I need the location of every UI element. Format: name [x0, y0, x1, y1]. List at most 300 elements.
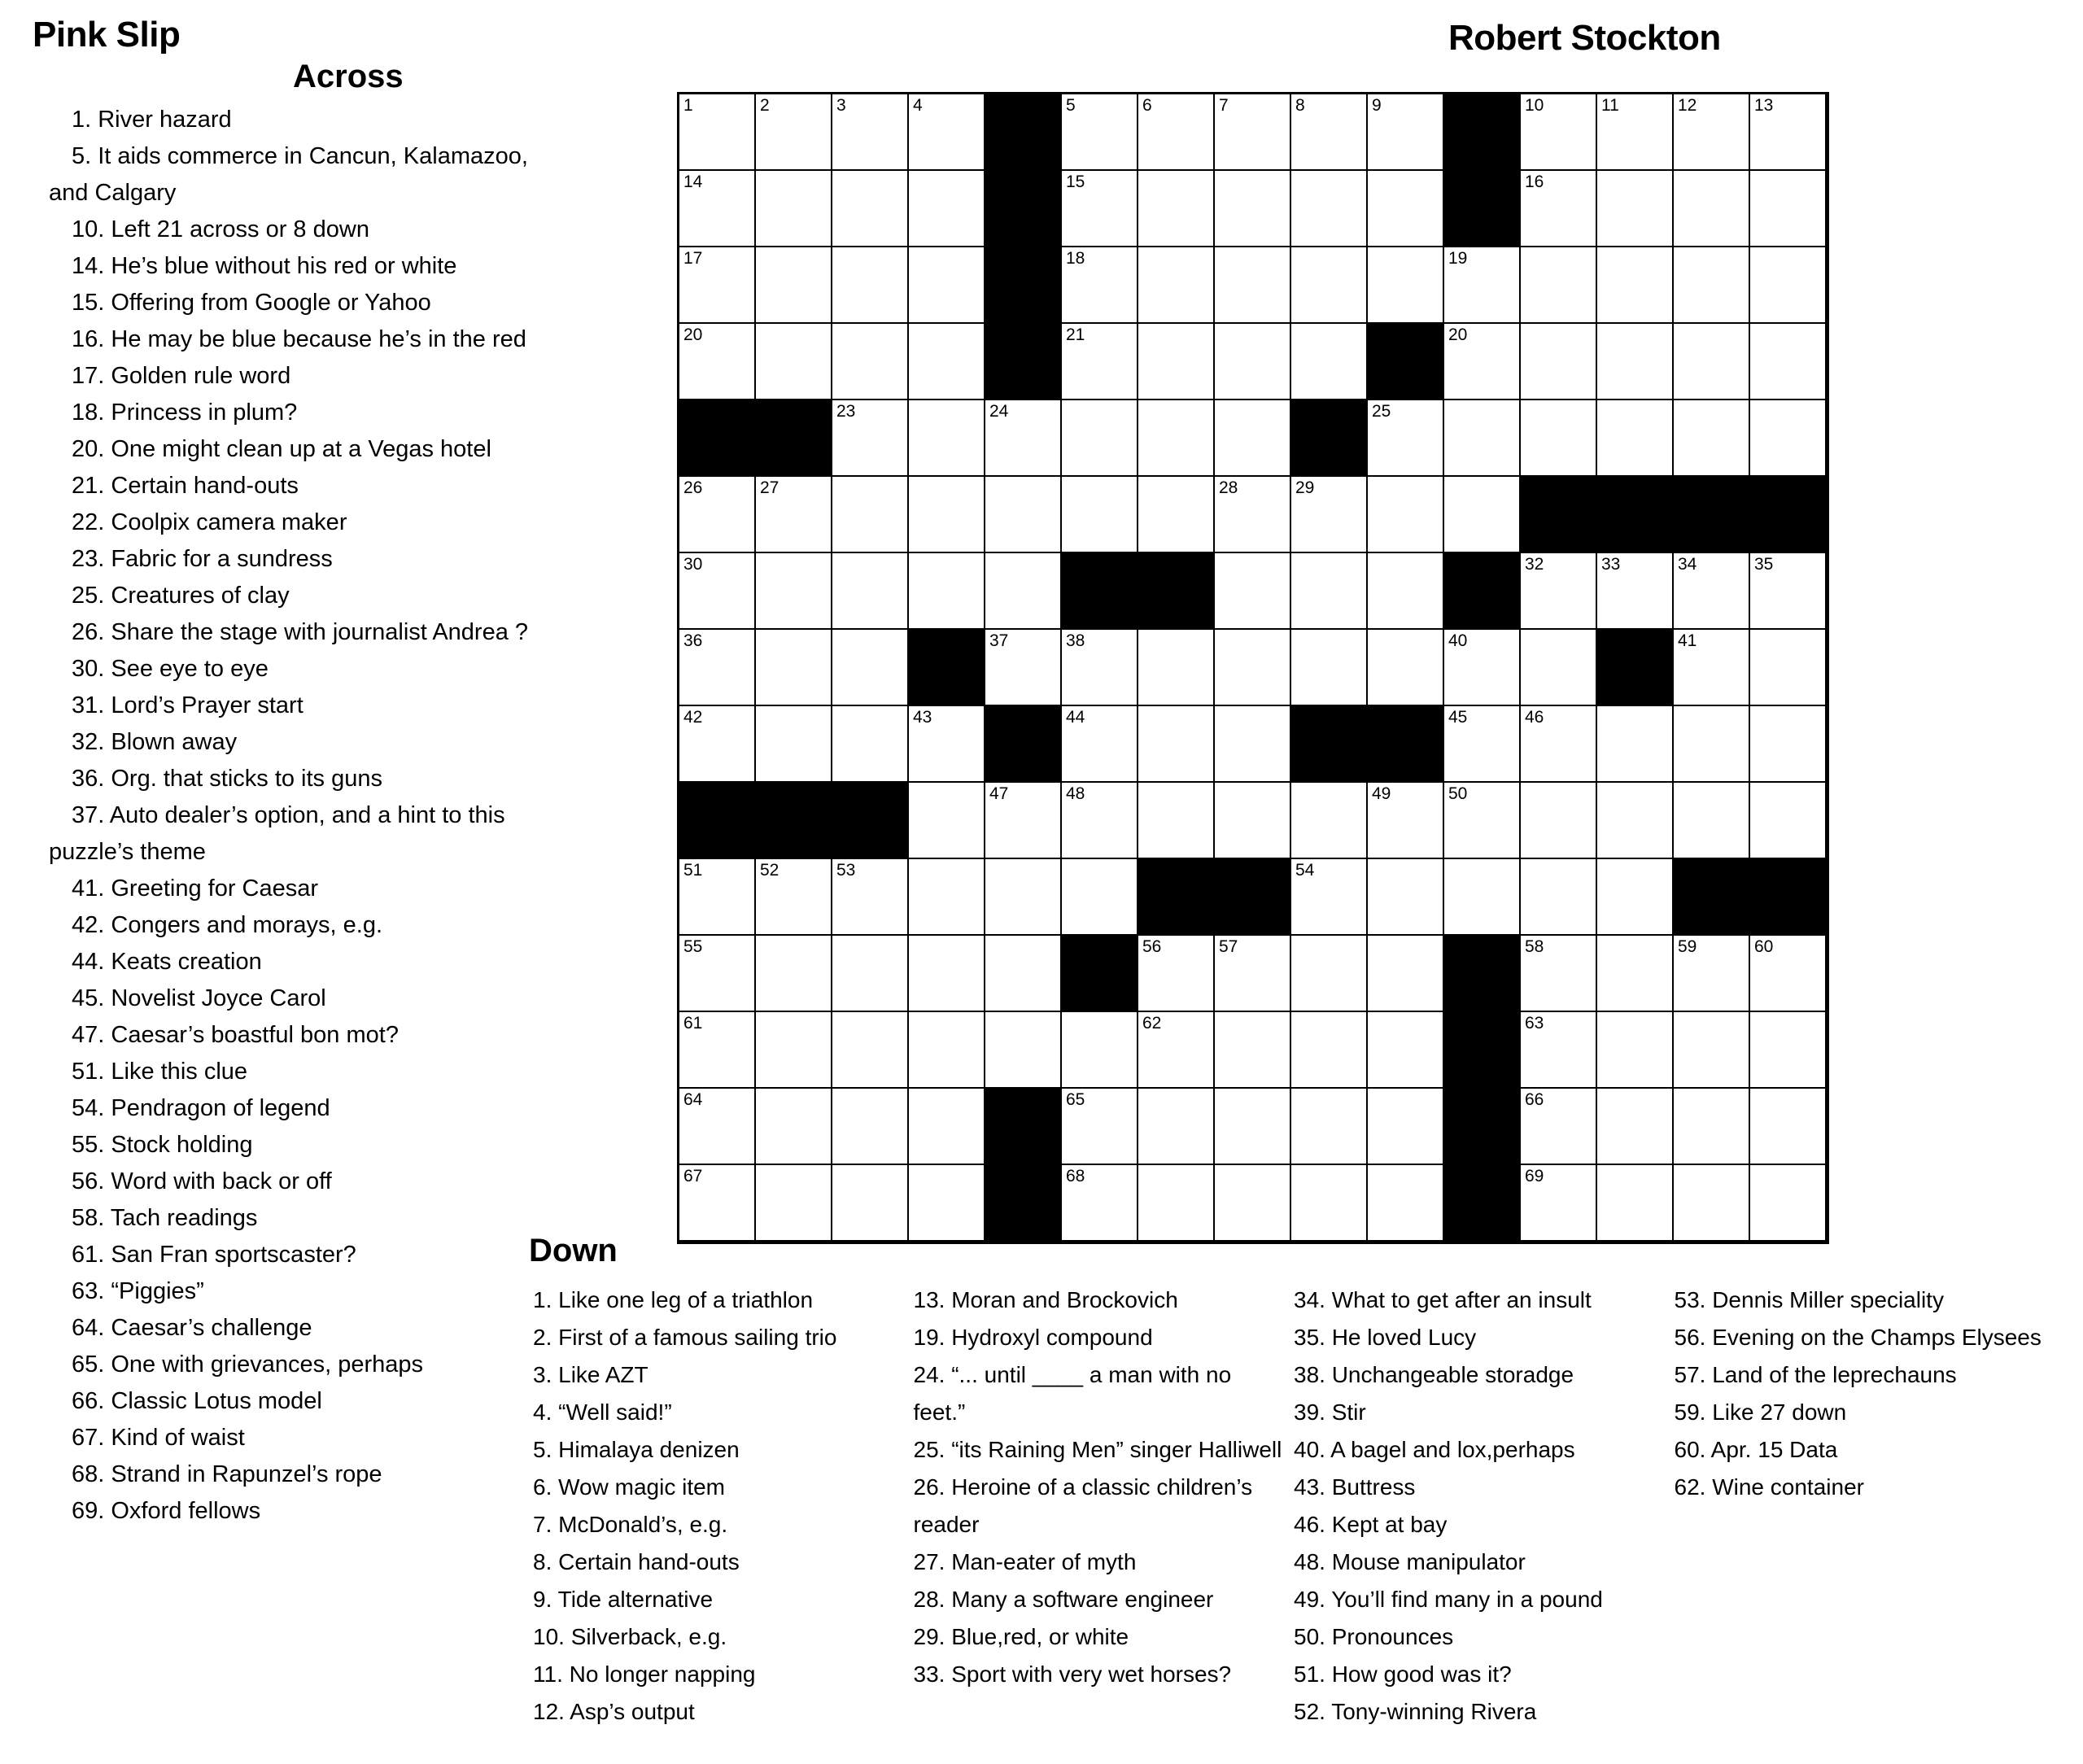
grid-cell[interactable] [679, 477, 756, 553]
down-clue: 26. Heroine of a classic children’s reader [913, 1474, 1253, 1537]
cell-number: 12 [1678, 96, 1697, 115]
grid-cell[interactable] [1215, 324, 1291, 400]
grid-cell[interactable] [1444, 706, 1521, 783]
grid-cell[interactable] [1138, 94, 1215, 171]
grid-cell[interactable] [1597, 859, 1674, 936]
grid-block [985, 1165, 1062, 1242]
grid-cell[interactable] [679, 1165, 756, 1242]
cell-number: 54 [1295, 861, 1315, 880]
grid-cell[interactable] [1674, 324, 1750, 400]
grid-block [1674, 477, 1750, 553]
grid-cell[interactable] [832, 247, 909, 324]
grid-cell[interactable] [909, 1165, 985, 1242]
grid-cell[interactable] [679, 936, 756, 1012]
down-clue-columns [533, 1282, 2055, 1731]
down-clue: 43. Buttress [1294, 1474, 1416, 1500]
grid-cell[interactable] [832, 553, 909, 630]
grid-cell[interactable] [909, 94, 985, 171]
down-clue: 48. Mouse manipulator [1294, 1549, 1526, 1574]
grid-cell[interactable] [1521, 1012, 1597, 1089]
grid-cell[interactable] [1062, 324, 1138, 400]
grid-cell[interactable] [832, 936, 909, 1012]
down-clue-column [1675, 1282, 2055, 1731]
across-clue: 17. Golden rule word [72, 363, 291, 389]
across-clue: 25. Creatures of clay [72, 583, 290, 609]
grid-cell[interactable] [1597, 94, 1674, 171]
cell-number: 26 [683, 478, 703, 497]
grid-cell[interactable] [1215, 783, 1291, 859]
down-clue: 59. Like 27 down [1674, 1399, 1847, 1425]
grid-cell[interactable] [756, 1012, 832, 1089]
grid-block [679, 783, 756, 859]
cell-number: 40 [1448, 631, 1468, 650]
grid-cell[interactable] [1215, 1089, 1291, 1165]
grid-cell[interactable] [832, 171, 909, 247]
grid-cell[interactable] [1597, 171, 1674, 247]
grid-cell[interactable] [1138, 477, 1215, 553]
grid-cell[interactable] [1674, 171, 1750, 247]
grid-cell[interactable] [832, 859, 909, 936]
grid-cell[interactable] [1597, 1089, 1674, 1165]
grid-block [1368, 324, 1444, 400]
down-clue-column [1294, 1282, 1675, 1731]
grid-cell[interactable] [1750, 1165, 1827, 1242]
grid-cell[interactable] [1138, 630, 1215, 706]
grid-cell[interactable] [679, 247, 756, 324]
grid-cell[interactable] [1674, 1089, 1750, 1165]
grid-cell[interactable] [1597, 1165, 1674, 1242]
grid-cell[interactable] [1138, 1089, 1215, 1165]
across-clue-list [49, 102, 537, 1530]
grid-cell[interactable] [832, 706, 909, 783]
grid-cell[interactable] [832, 1012, 909, 1089]
grid-cell[interactable] [832, 630, 909, 706]
grid-cell[interactable] [1597, 783, 1674, 859]
cell-number: 69 [1525, 1167, 1544, 1185]
grid-cell[interactable] [756, 247, 832, 324]
grid-block [985, 171, 1062, 247]
grid-cell[interactable] [679, 630, 756, 706]
grid-cell[interactable] [832, 477, 909, 553]
grid-cell[interactable] [1750, 94, 1827, 171]
grid-cell[interactable] [1444, 477, 1521, 553]
grid-cell[interactable] [985, 1012, 1062, 1089]
grid-cell[interactable] [1368, 783, 1444, 859]
across-clue: 58. Tach readings [72, 1205, 258, 1231]
across-clue: 22. Coolpix camera maker [72, 509, 347, 535]
down-clue: 39. Stir [1294, 1399, 1366, 1425]
grid-cell[interactable] [1368, 400, 1444, 477]
cell-number: 41 [1678, 631, 1697, 650]
grid-cell[interactable] [1750, 630, 1827, 706]
grid-cell[interactable] [1062, 1012, 1138, 1089]
cell-number: 25 [1372, 402, 1391, 421]
across-clue: 18. Princess in plum? [72, 400, 298, 426]
grid-cell[interactable] [1062, 400, 1138, 477]
cell-number: 46 [1525, 708, 1544, 727]
grid-block [1138, 859, 1215, 936]
cell-number: 11 [1601, 96, 1619, 115]
grid-cell[interactable] [1597, 1012, 1674, 1089]
grid-cell[interactable] [832, 1165, 909, 1242]
across-clue: 23. Fabric for a sundress [72, 546, 333, 572]
cell-number: 4 [913, 96, 923, 115]
grid-cell[interactable] [1674, 94, 1750, 171]
grid-cell[interactable] [1674, 400, 1750, 477]
cell-number: 15 [1066, 172, 1085, 191]
grid-cell[interactable] [909, 324, 985, 400]
across-clue: 55. Stock holding [72, 1132, 253, 1158]
grid-cell[interactable] [756, 477, 832, 553]
grid-cell[interactable] [1750, 1089, 1827, 1165]
grid-cell[interactable] [1597, 324, 1674, 400]
grid-cell[interactable] [1062, 630, 1138, 706]
grid-cell[interactable] [1521, 706, 1597, 783]
cell-number: 2 [760, 96, 770, 115]
grid-cell[interactable] [1138, 706, 1215, 783]
grid-cell[interactable] [909, 553, 985, 630]
cell-number: 49 [1372, 784, 1391, 803]
grid-cell[interactable] [1368, 1012, 1444, 1089]
grid-cell[interactable] [1138, 400, 1215, 477]
grid-cell[interactable] [1521, 324, 1597, 400]
grid-cell[interactable] [756, 1089, 832, 1165]
grid-cell[interactable] [1444, 859, 1521, 936]
grid-cell[interactable] [1674, 553, 1750, 630]
grid-cell[interactable] [756, 553, 832, 630]
across-clue: 69. Oxford fellows [72, 1498, 261, 1524]
grid-block [1674, 859, 1750, 936]
cell-number: 37 [989, 631, 1009, 650]
grid-block [1444, 553, 1521, 630]
grid-cell[interactable] [1291, 1012, 1368, 1089]
grid-block [1215, 859, 1291, 936]
grid-cell[interactable] [1368, 1165, 1444, 1242]
grid-cell[interactable] [1062, 247, 1138, 324]
page-title: Pink Slip [33, 15, 181, 55]
across-clue: 30. See eye to eye [72, 656, 269, 682]
grid-cell[interactable] [1521, 630, 1597, 706]
down-clue: 9. Tide alternative [533, 1587, 714, 1612]
down-clue: 2. First of a famous sailing trio [533, 1325, 837, 1350]
cell-number: 20 [1448, 325, 1468, 344]
grid-cell[interactable] [1062, 1165, 1138, 1242]
grid-cell[interactable] [832, 1089, 909, 1165]
cell-number: 43 [913, 708, 932, 727]
across-clue: 61. San Fran sportscaster? [72, 1242, 356, 1268]
grid-cell[interactable] [1062, 1089, 1138, 1165]
grid-cell[interactable] [1291, 936, 1368, 1012]
grid-cell[interactable] [1444, 783, 1521, 859]
grid-cell[interactable] [1291, 1089, 1368, 1165]
grid-cell[interactable] [1062, 859, 1138, 936]
grid-cell[interactable] [1291, 94, 1368, 171]
grid-cell[interactable] [679, 94, 756, 171]
grid-cell[interactable] [756, 171, 832, 247]
across-clue: 14. He’s blue without his red or white [72, 253, 457, 279]
grid-cell[interactable] [985, 400, 1062, 477]
across-clue: 36. Org. that sticks to its guns [72, 766, 382, 792]
across-clue: 32. Blown away [72, 729, 238, 755]
grid-cell[interactable] [756, 706, 832, 783]
down-clue: 40. A bagel and lox,perhaps [1294, 1437, 1575, 1462]
grid-cell[interactable] [1597, 706, 1674, 783]
down-heading: Down [529, 1233, 618, 1268]
grid-cell[interactable] [1062, 171, 1138, 247]
grid-cell[interactable] [985, 783, 1062, 859]
cell-number: 60 [1754, 937, 1774, 956]
cell-number: 1 [683, 96, 693, 115]
grid-cell[interactable] [1521, 783, 1597, 859]
across-clue: 68. Strand in Rapunzel’s rope [72, 1461, 382, 1487]
grid-cell[interactable] [1444, 324, 1521, 400]
grid-cell[interactable] [1368, 247, 1444, 324]
grid-cell[interactable] [1750, 706, 1827, 783]
grid-cell[interactable] [1444, 247, 1521, 324]
down-clue: 34. What to get after an insult [1294, 1287, 1592, 1312]
grid-cell[interactable] [679, 706, 756, 783]
grid-cell[interactable] [1597, 247, 1674, 324]
grid-cell[interactable] [985, 553, 1062, 630]
grid-cell[interactable] [1750, 171, 1827, 247]
grid-block [1138, 553, 1215, 630]
grid-cell[interactable] [1750, 400, 1827, 477]
grid-cell[interactable] [1750, 247, 1827, 324]
grid-cell[interactable] [756, 324, 832, 400]
grid-cell[interactable] [756, 936, 832, 1012]
grid-cell[interactable] [1674, 247, 1750, 324]
grid-cell[interactable] [985, 477, 1062, 553]
grid-cell[interactable] [679, 859, 756, 936]
grid-cell[interactable] [909, 936, 985, 1012]
cell-number: 16 [1525, 172, 1544, 191]
down-clue: 3. Like AZT [533, 1362, 648, 1387]
cell-number: 24 [989, 402, 1009, 421]
down-clue: 35. He loved Lucy [1294, 1325, 1477, 1350]
grid-cell[interactable] [756, 94, 832, 171]
grid-cell[interactable] [679, 1012, 756, 1089]
cell-number: 28 [1219, 478, 1238, 497]
grid-block [1444, 936, 1521, 1012]
grid-cell[interactable] [679, 1089, 756, 1165]
grid-cell[interactable] [909, 783, 985, 859]
grid-cell[interactable] [1215, 171, 1291, 247]
grid-cell[interactable] [1291, 171, 1368, 247]
grid-cell[interactable] [1062, 477, 1138, 553]
grid-cell[interactable] [1291, 630, 1368, 706]
grid-cell[interactable] [1215, 94, 1291, 171]
across-clue: 67. Kind of waist [72, 1425, 245, 1451]
grid-cell[interactable] [1674, 783, 1750, 859]
cell-number: 64 [683, 1090, 703, 1109]
grid-cell[interactable] [1521, 247, 1597, 324]
grid-cell[interactable] [832, 324, 909, 400]
grid-cell[interactable] [909, 400, 985, 477]
grid-cell[interactable] [1215, 1012, 1291, 1089]
grid-cell[interactable] [1674, 936, 1750, 1012]
grid-cell[interactable] [1291, 477, 1368, 553]
across-clue: 15. Offering from Google or Yahoo [72, 290, 431, 316]
crossword-grid[interactable] [677, 92, 1829, 1244]
cell-number: 55 [683, 937, 703, 956]
cell-number: 65 [1066, 1090, 1085, 1109]
cell-number: 20 [683, 325, 703, 344]
grid-cell[interactable] [909, 1089, 985, 1165]
grid-cell[interactable] [756, 630, 832, 706]
grid-cell[interactable] [1521, 171, 1597, 247]
grid-cell[interactable] [1750, 324, 1827, 400]
grid-cell[interactable] [1597, 400, 1674, 477]
across-clue: 45. Novelist Joyce Carol [72, 985, 326, 1011]
grid-cell[interactable] [1291, 324, 1368, 400]
grid-cell[interactable] [1368, 553, 1444, 630]
grid-cell[interactable] [1521, 553, 1597, 630]
cell-number: 67 [683, 1167, 703, 1185]
grid-cell[interactable] [1138, 1165, 1215, 1242]
down-clue-column [914, 1282, 1295, 1731]
down-clue: 53. Dennis Miller speciality [1674, 1287, 1944, 1312]
grid-cell[interactable] [909, 247, 985, 324]
grid-block [1444, 94, 1521, 171]
across-clue: 51. Like this clue [72, 1059, 248, 1085]
grid-cell[interactable] [1215, 400, 1291, 477]
cell-number: 18 [1066, 249, 1085, 268]
grid-cell[interactable] [1444, 630, 1521, 706]
grid-cell[interactable] [1368, 630, 1444, 706]
grid-cell[interactable] [909, 171, 985, 247]
grid-cell[interactable] [1215, 706, 1291, 783]
grid-cell[interactable] [909, 859, 985, 936]
grid-block [985, 706, 1062, 783]
grid-cell[interactable] [1674, 1012, 1750, 1089]
grid-cell[interactable] [1368, 1089, 1444, 1165]
down-clue: 5. Himalaya denizen [533, 1437, 740, 1462]
cell-number: 44 [1066, 708, 1085, 727]
grid-cell[interactable] [1750, 936, 1827, 1012]
across-clue: 41. Greeting for Caesar [72, 875, 319, 902]
grid-cell[interactable] [679, 553, 756, 630]
grid-cell[interactable] [1215, 477, 1291, 553]
grid-cell[interactable] [1215, 553, 1291, 630]
grid-block [985, 247, 1062, 324]
cell-number: 59 [1678, 937, 1697, 956]
grid-cell[interactable] [1521, 400, 1597, 477]
grid-cell[interactable] [1062, 94, 1138, 171]
grid-cell[interactable] [1291, 783, 1368, 859]
grid-block [1521, 477, 1597, 553]
across-clue: 47. Caesar’s boastful bon mot? [72, 1022, 399, 1048]
grid-cell[interactable] [1521, 859, 1597, 936]
grid-cell[interactable] [1138, 324, 1215, 400]
grid-cell[interactable] [985, 936, 1062, 1012]
grid-cell[interactable] [1750, 553, 1827, 630]
grid-cell[interactable] [909, 477, 985, 553]
grid-cell[interactable] [1444, 400, 1521, 477]
grid-cell[interactable] [1062, 706, 1138, 783]
grid-cell[interactable] [1750, 1012, 1827, 1089]
grid-cell[interactable] [909, 1012, 985, 1089]
across-clue: 54. Pendragon of legend [72, 1095, 330, 1121]
grid-cell[interactable] [1138, 1012, 1215, 1089]
down-clue: 46. Kept at bay [1294, 1512, 1448, 1537]
grid-cell[interactable] [1597, 553, 1674, 630]
grid-cell[interactable] [1750, 783, 1827, 859]
grid-cell[interactable] [1674, 706, 1750, 783]
cell-number: 62 [1142, 1014, 1162, 1033]
grid-block [1062, 553, 1138, 630]
grid-cell[interactable] [1291, 247, 1368, 324]
cell-number: 66 [1525, 1090, 1544, 1109]
grid-cell[interactable] [1138, 936, 1215, 1012]
grid-cell[interactable] [1291, 1165, 1368, 1242]
grid-cell[interactable] [1138, 783, 1215, 859]
grid-cell[interactable] [832, 400, 909, 477]
grid-cell[interactable] [1368, 936, 1444, 1012]
cell-number: 6 [1142, 96, 1152, 115]
grid-cell[interactable] [1521, 1165, 1597, 1242]
cell-number: 42 [683, 708, 703, 727]
grid-cell[interactable] [1368, 859, 1444, 936]
cell-number: 10 [1525, 96, 1544, 115]
grid-cell[interactable] [679, 324, 756, 400]
down-clue: 25. “its Raining Men” singer Halliwell [913, 1437, 1282, 1462]
grid-cell[interactable] [679, 171, 756, 247]
grid-block [1597, 477, 1674, 553]
grid-cell[interactable] [1597, 936, 1674, 1012]
grid-cell[interactable] [1368, 477, 1444, 553]
cell-number: 36 [683, 631, 703, 650]
grid-block [909, 630, 985, 706]
down-clue: 19. Hydroxyl compound [913, 1325, 1153, 1350]
grid-cell[interactable] [1138, 247, 1215, 324]
grid-cell[interactable] [1062, 783, 1138, 859]
cell-number: 23 [836, 402, 856, 421]
cell-number: 45 [1448, 708, 1468, 727]
grid-cell[interactable] [1215, 630, 1291, 706]
down-clue: 38. Unchangeable storadge [1294, 1362, 1574, 1387]
grid-cell[interactable] [985, 630, 1062, 706]
grid-cell[interactable] [756, 859, 832, 936]
grid-cell[interactable] [1215, 936, 1291, 1012]
across-clue: 31. Lord’s Prayer start [72, 692, 303, 718]
across-clue: 16. He may be blue because he’s in the red [72, 326, 526, 352]
grid-cell[interactable] [1674, 1165, 1750, 1242]
grid-cell[interactable] [1368, 171, 1444, 247]
across-clue: 5. It aids commerce in Cancun, Kalamazoo, and Calgary [49, 143, 528, 206]
grid-cell[interactable] [1215, 1165, 1291, 1242]
grid-block [985, 1089, 1062, 1165]
grid-cell[interactable] [985, 859, 1062, 936]
grid-cell[interactable] [1521, 94, 1597, 171]
down-clue: 33. Sport with very wet horses? [913, 1661, 1232, 1687]
grid-cell[interactable] [756, 1165, 832, 1242]
down-clue: 57. Land of the leprechauns [1674, 1362, 1957, 1387]
grid-block [1062, 936, 1138, 1012]
grid-cell[interactable] [909, 706, 985, 783]
grid-cell[interactable] [1521, 1089, 1597, 1165]
down-clue: 4. “Well said!” [533, 1399, 672, 1425]
grid-cell[interactable] [1521, 936, 1597, 1012]
grid-cell[interactable] [1368, 94, 1444, 171]
grid-cell[interactable] [1674, 630, 1750, 706]
grid-cell[interactable] [1138, 171, 1215, 247]
grid-cell[interactable] [1291, 553, 1368, 630]
grid-cell[interactable] [1215, 247, 1291, 324]
down-clue-column [533, 1282, 914, 1731]
across-clue: 21. Certain hand-outs [72, 473, 299, 499]
grid-cell[interactable] [1291, 859, 1368, 936]
grid-cell[interactable] [832, 94, 909, 171]
